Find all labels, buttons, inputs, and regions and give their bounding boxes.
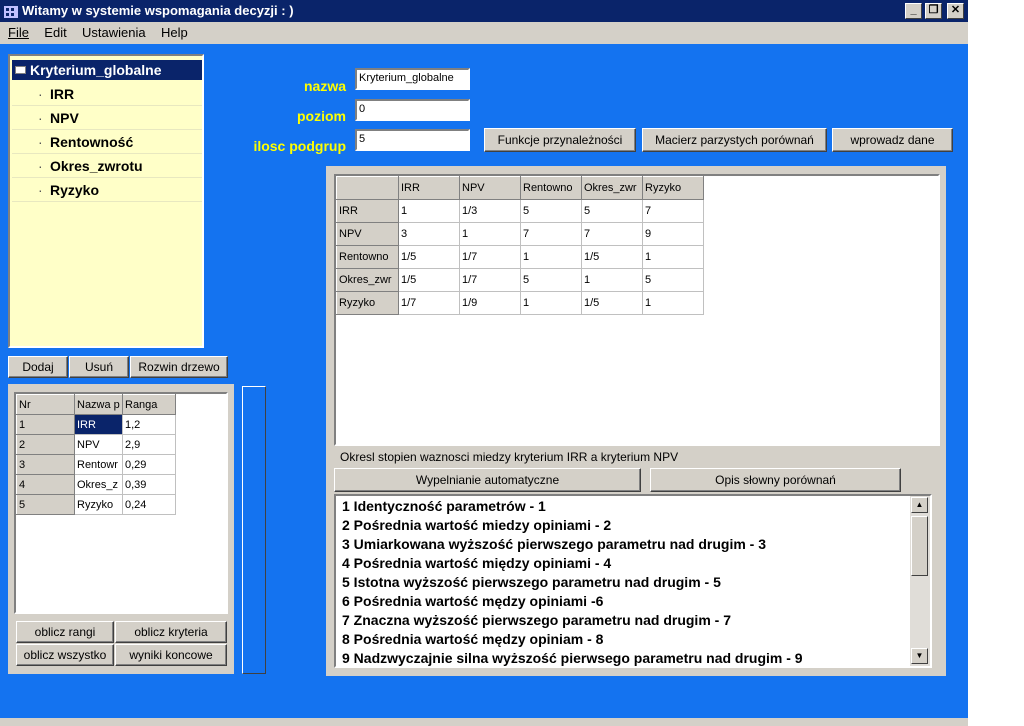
rank-cell-nr: 1 bbox=[17, 415, 75, 435]
rank-col-header: Ranga bbox=[123, 395, 176, 415]
matrix-cell[interactable]: 1 bbox=[643, 246, 704, 269]
tree-root-item[interactable] bbox=[12, 60, 202, 80]
list-item[interactable]: 4 Pośrednia wartość między opiniami - 4 bbox=[342, 555, 612, 571]
matrix-cell[interactable]: 1/5 bbox=[399, 269, 460, 292]
rank-row bbox=[17, 475, 176, 495]
matrix-cell[interactable]: 1/7 bbox=[460, 269, 521, 292]
tree-item-okres-zwrotu[interactable] bbox=[12, 154, 202, 178]
matrix-cell[interactable]: 1/5 bbox=[399, 246, 460, 269]
tree-item-npv[interactable] bbox=[12, 106, 202, 130]
tree-item-label: Ryzyko bbox=[50, 182, 100, 198]
matrix-row bbox=[337, 269, 704, 292]
tree-branch-icon: · bbox=[38, 182, 43, 198]
menu-file[interactable]: File bbox=[8, 25, 29, 40]
rank-cell-nr: 3 bbox=[17, 455, 75, 475]
list-item[interactable]: 9 Nadzwyczajnie silna wyższość pierwsego parametru nad drugim - 9 bbox=[342, 650, 803, 666]
nazwa-label: nazwa bbox=[303, 78, 346, 94]
matrix-col-header: Rentowno bbox=[521, 177, 582, 200]
rank-row bbox=[17, 495, 176, 515]
tree-branch-icon: · bbox=[38, 86, 43, 102]
calc-all-button[interactable]: oblicz wszystko bbox=[16, 644, 114, 666]
close-button[interactable]: ✕ bbox=[947, 3, 964, 19]
remove-button[interactable]: Usuń bbox=[69, 356, 129, 378]
scroll-up-icon[interactable]: ▲ bbox=[911, 497, 928, 513]
tree-item-label: Rentowność bbox=[50, 134, 134, 150]
rank-cell-nr: 5 bbox=[17, 495, 75, 515]
tree-item-label: NPV bbox=[50, 110, 79, 126]
matrix-cell[interactable]: 5 bbox=[643, 269, 704, 292]
criteria-tree[interactable] bbox=[8, 54, 204, 348]
menu-settings[interactable]: Ustawienia bbox=[82, 25, 146, 40]
poziom-input[interactable]: 0 bbox=[355, 99, 470, 121]
tree-item-rentownosc[interactable] bbox=[12, 130, 202, 154]
pairwise-matrix-grid[interactable] bbox=[334, 174, 940, 446]
add-button[interactable]: Dodaj bbox=[8, 356, 68, 378]
rank-col-header: Nr bbox=[17, 395, 75, 415]
matrix-col-header: IRR bbox=[399, 177, 460, 200]
pairwise-matrix-table bbox=[336, 176, 704, 315]
matrix-cell[interactable]: 1 bbox=[399, 200, 460, 223]
scroll-down-icon[interactable]: ▼ bbox=[911, 648, 928, 664]
rank-cell-name[interactable]: NPV bbox=[75, 435, 123, 455]
final-results-button[interactable]: wyniki koncowe bbox=[115, 644, 227, 666]
scale-list-scrollbar[interactable] bbox=[910, 496, 930, 666]
rank-row bbox=[17, 435, 176, 455]
matrix-row bbox=[337, 223, 704, 246]
rank-row bbox=[17, 415, 176, 435]
matrix-row-header: Rentowno bbox=[337, 246, 399, 269]
nazwa-input[interactable]: Kryterium_globalne bbox=[355, 68, 470, 90]
matrix-cell[interactable]: 1 bbox=[521, 246, 582, 269]
matrix-cell[interactable]: 3 bbox=[399, 223, 460, 246]
verbal-description-button[interactable]: Opis słowny porównań bbox=[650, 468, 901, 492]
matrix-cell[interactable]: 1 bbox=[521, 292, 582, 315]
tree-root-label: Kryterium_globalne bbox=[30, 62, 162, 78]
matrix-row bbox=[337, 200, 704, 223]
rank-grid[interactable] bbox=[14, 392, 228, 614]
tree-item-ryzyko[interactable] bbox=[12, 178, 202, 202]
list-item[interactable]: 7 Znaczna wyższość pierwszego parametru nad drugim - 7 bbox=[342, 612, 731, 628]
matrix-row bbox=[337, 292, 704, 315]
rank-cell-nr: 2 bbox=[17, 435, 75, 455]
rank-cell-value[interactable]: 1,2 bbox=[123, 415, 176, 435]
rank-cell-value[interactable]: 0,24 bbox=[123, 495, 176, 515]
scale-list[interactable] bbox=[334, 494, 932, 668]
title-bar bbox=[0, 0, 968, 22]
list-item[interactable]: 2 Pośrednia wartość miedzy opiniami - 2 bbox=[342, 517, 612, 533]
rank-col-header: Nazwa p bbox=[75, 395, 123, 415]
matrix-cell[interactable]: 1 bbox=[582, 269, 643, 292]
matrix-row-header: Ryzyko bbox=[337, 292, 399, 315]
rank-cell-name[interactable]: Ryzyko bbox=[75, 495, 123, 515]
membership-functions-button[interactable]: Funkcje przynależności bbox=[484, 128, 636, 152]
matrix-cell[interactable]: 9 bbox=[643, 223, 704, 246]
calc-criteria-button[interactable]: oblicz kryteria bbox=[115, 621, 227, 643]
matrix-cell[interactable]: 1/5 bbox=[582, 246, 643, 269]
matrix-cell[interactable]: 1/7 bbox=[399, 292, 460, 315]
matrix-cell[interactable]: 1/7 bbox=[460, 246, 521, 269]
rank-table bbox=[16, 394, 176, 515]
podgrup-input[interactable]: 5 bbox=[355, 129, 470, 151]
rank-cell-nr: 4 bbox=[17, 475, 75, 495]
matrix-row-header: NPV bbox=[337, 223, 399, 246]
rank-row bbox=[17, 455, 176, 475]
menu-help[interactable]: Help bbox=[160, 25, 188, 40]
tree-branch-icon: · bbox=[38, 110, 43, 126]
tree-branch-icon: · bbox=[38, 134, 43, 150]
menu-bar bbox=[0, 22, 968, 44]
rank-cell-name[interactable]: Okres_z bbox=[75, 475, 123, 495]
matrix-cell[interactable]: 1/3 bbox=[460, 200, 521, 223]
matrix-cell[interactable]: 7 bbox=[521, 223, 582, 246]
matrix-col-header: Ryzyko bbox=[643, 177, 704, 200]
enter-data-button[interactable]: wprowadz dane bbox=[832, 128, 953, 152]
matrix-cell[interactable]: 5 bbox=[582, 200, 643, 223]
matrix-header-row bbox=[337, 177, 704, 200]
expand-tree-button[interactable]: Rozwin drzewo bbox=[130, 356, 228, 378]
tree-item-label: IRR bbox=[50, 86, 75, 102]
rank-cell-value[interactable]: 2,9 bbox=[123, 435, 176, 455]
side-divider bbox=[242, 386, 266, 674]
matrix-row bbox=[337, 246, 704, 269]
matrix-cell[interactable]: 1 bbox=[643, 292, 704, 315]
rank-cell-value[interactable]: 0,29 bbox=[123, 455, 176, 475]
list-item[interactable]: 5 Istotna wyższość pierwszego parametru nad drugim - 5 bbox=[342, 574, 721, 590]
matrix-corner-cell bbox=[337, 177, 399, 200]
scroll-thumb[interactable] bbox=[911, 516, 928, 576]
rank-cell-name[interactable]: Rentowr bbox=[75, 455, 123, 475]
calc-rank-button[interactable]: oblicz rangi bbox=[16, 621, 114, 643]
matrix-cell[interactable]: 1/5 bbox=[582, 292, 643, 315]
matrix-col-header: NPV bbox=[460, 177, 521, 200]
auto-fill-button[interactable]: Wypelnianie automatyczne bbox=[334, 468, 641, 492]
maximize-button[interactable]: ❐ bbox=[925, 3, 942, 19]
collapse-icon[interactable] bbox=[15, 66, 26, 74]
matrix-cell[interactable]: 7 bbox=[643, 200, 704, 223]
matrix-row-header: Okres_zwr bbox=[337, 269, 399, 292]
rank-cell-name[interactable]: IRR bbox=[75, 415, 123, 435]
menu-edit[interactable]: Edit bbox=[44, 25, 67, 40]
matrix-cell[interactable]: 5 bbox=[521, 200, 582, 223]
comparison-description: Okresl stopien waznosci miedzy kryterium IRR a kryterium NPV bbox=[340, 450, 679, 464]
matrix-cell[interactable]: 7 bbox=[582, 223, 643, 246]
tree-branch-icon: · bbox=[38, 158, 43, 174]
list-item[interactable]: 1 Identyczność parametrów - 1 bbox=[342, 498, 546, 514]
list-item[interactable]: 8 Pośrednia wartość mędzy opiniam - 8 bbox=[342, 631, 604, 647]
poziom-label: poziom bbox=[297, 108, 346, 124]
tree-item-irr[interactable] bbox=[12, 82, 202, 106]
matrix-col-header: Okres_zwr bbox=[582, 177, 643, 200]
podgrup-label: ilosc podgrup bbox=[253, 138, 346, 154]
window-title: Witamy w systemie wspomagania decyzji : ) bbox=[22, 3, 294, 18]
app-icon bbox=[3, 3, 19, 19]
rank-header-row bbox=[17, 395, 176, 415]
status-bar bbox=[0, 718, 968, 726]
matrix-cell[interactable]: 1/9 bbox=[460, 292, 521, 315]
tree-item-label: Okres_zwrotu bbox=[50, 158, 143, 174]
pairwise-matrix-button[interactable]: Macierz parzystych porównań bbox=[642, 128, 827, 152]
matrix-cell[interactable]: 5 bbox=[521, 269, 582, 292]
matrix-cell[interactable]: 1 bbox=[460, 223, 521, 246]
matrix-row-header: IRR bbox=[337, 200, 399, 223]
minimize-button[interactable]: _ bbox=[905, 3, 922, 19]
list-item[interactable]: 6 Pośrednia wartość mędzy opiniami -6 bbox=[342, 593, 604, 609]
list-item[interactable]: 3 Umiarkowana wyższość pierwszego parametru nad drugim - 3 bbox=[342, 536, 767, 552]
rank-cell-value[interactable]: 0,39 bbox=[123, 475, 176, 495]
